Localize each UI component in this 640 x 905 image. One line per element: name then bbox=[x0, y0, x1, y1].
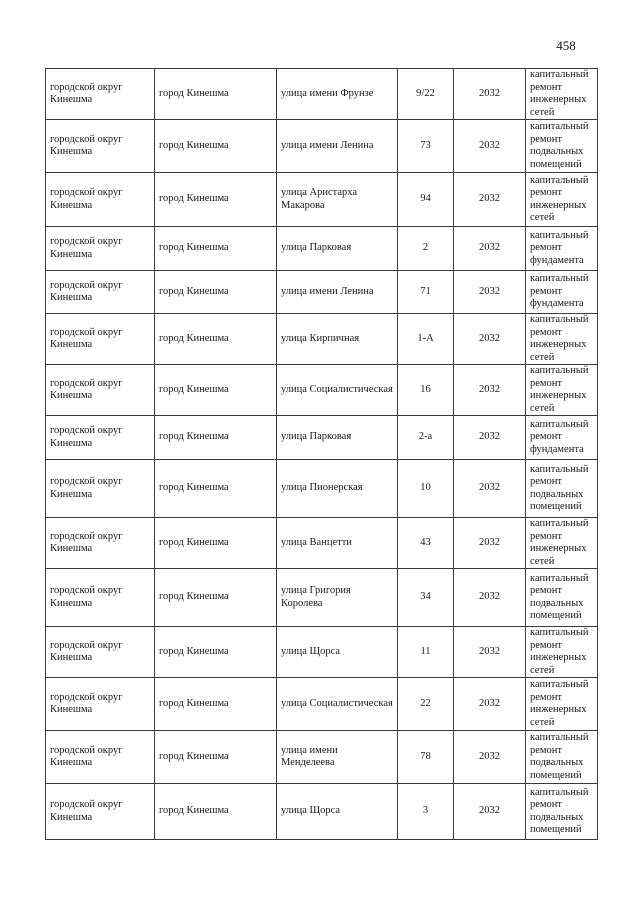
year-cell: 2032 bbox=[454, 365, 526, 416]
municipality-cell: городской округ Кинешма bbox=[46, 569, 155, 627]
city-cell: город Кинешма bbox=[155, 460, 277, 518]
table-row bbox=[46, 173, 598, 227]
year-cell: 2032 bbox=[454, 678, 526, 731]
table-row bbox=[46, 627, 598, 678]
table-row bbox=[46, 365, 598, 416]
street-cell: улица имени Ленина bbox=[277, 271, 398, 314]
work-type-cell: капитальный ремонт фундамента bbox=[526, 227, 598, 271]
year-cell: 2032 bbox=[454, 120, 526, 173]
street-cell: улица Пионерская bbox=[277, 460, 398, 518]
city-cell: город Кинешма bbox=[155, 120, 277, 173]
city-cell: город Кинешма bbox=[155, 173, 277, 227]
municipality-cell: городской округ Кинешма bbox=[46, 271, 155, 314]
work-type-cell: капитальный ремонт фундамента bbox=[526, 271, 598, 314]
municipality-cell: городской округ Кинешма bbox=[46, 784, 155, 840]
house-number-cell: 9/22 bbox=[398, 69, 454, 120]
city-cell: город Кинешма bbox=[155, 69, 277, 120]
street-cell: улица Щорса bbox=[277, 627, 398, 678]
city-cell: город Кинешма bbox=[155, 518, 277, 569]
table-row bbox=[46, 227, 598, 271]
city-cell: город Кинешма bbox=[155, 227, 277, 271]
year-cell: 2032 bbox=[454, 731, 526, 784]
municipality-cell: городской округ Кинешма bbox=[46, 416, 155, 460]
repair-schedule-table bbox=[45, 68, 598, 840]
city-cell: город Кинешма bbox=[155, 627, 277, 678]
house-number-cell: 34 bbox=[398, 569, 454, 627]
year-cell: 2032 bbox=[454, 518, 526, 569]
year-cell: 2032 bbox=[454, 784, 526, 840]
table-row bbox=[46, 120, 598, 173]
house-number-cell: 1-А bbox=[398, 314, 454, 365]
municipality-cell: городской округ Кинешма bbox=[46, 731, 155, 784]
street-cell: улица Григория Королева bbox=[277, 569, 398, 627]
table-row bbox=[46, 784, 598, 840]
city-cell: город Кинешма bbox=[155, 314, 277, 365]
work-type-cell: капитальный ремонт подвальных помещений bbox=[526, 120, 598, 173]
table-row bbox=[46, 731, 598, 784]
year-cell: 2032 bbox=[454, 627, 526, 678]
city-cell: город Кинешма bbox=[155, 678, 277, 731]
house-number-cell: 2 bbox=[398, 227, 454, 271]
municipality-cell: городской округ Кинешма bbox=[46, 627, 155, 678]
municipality-cell: городской округ Кинешма bbox=[46, 227, 155, 271]
year-cell: 2032 bbox=[454, 271, 526, 314]
work-type-cell: капитальный ремонт инженерных сетей bbox=[526, 314, 598, 365]
house-number-cell: 78 bbox=[398, 731, 454, 784]
municipality-cell: городской округ Кинешма bbox=[46, 678, 155, 731]
municipality-cell: городской округ Кинешма bbox=[46, 120, 155, 173]
table-row bbox=[46, 314, 598, 365]
city-cell: город Кинешма bbox=[155, 731, 277, 784]
street-cell: улица имени Фрунзе bbox=[277, 69, 398, 120]
work-type-cell: капитальный ремонт инженерных сетей bbox=[526, 365, 598, 416]
work-type-cell: капитальный ремонт подвальных помещений bbox=[526, 784, 598, 840]
municipality-cell: городской округ Кинешма bbox=[46, 173, 155, 227]
year-cell: 2032 bbox=[454, 173, 526, 227]
house-number-cell: 71 bbox=[398, 271, 454, 314]
year-cell: 2032 bbox=[454, 416, 526, 460]
work-type-cell: капитальный ремонт инженерных сетей bbox=[526, 173, 598, 227]
year-cell: 2032 bbox=[454, 227, 526, 271]
work-type-cell: капитальный ремонт инженерных сетей bbox=[526, 678, 598, 731]
street-cell: улица имени Ленина bbox=[277, 120, 398, 173]
year-cell: 2032 bbox=[454, 69, 526, 120]
city-cell: город Кинешма bbox=[155, 569, 277, 627]
municipality-cell: городской округ Кинешма bbox=[46, 365, 155, 416]
street-cell: улица Щорса bbox=[277, 784, 398, 840]
work-type-cell: капитальный ремонт подвальных помещений bbox=[526, 569, 598, 627]
street-cell: улица Парковая bbox=[277, 416, 398, 460]
street-cell: улица Аристарха Макарова bbox=[277, 173, 398, 227]
house-number-cell: 94 bbox=[398, 173, 454, 227]
table-row bbox=[46, 569, 598, 627]
municipality-cell: городской округ Кинешма bbox=[46, 460, 155, 518]
table-row bbox=[46, 416, 598, 460]
city-cell: город Кинешма bbox=[155, 784, 277, 840]
table-row bbox=[46, 678, 598, 731]
table-body bbox=[46, 69, 598, 840]
page-number: 458 bbox=[556, 38, 576, 53]
municipality-cell: городской округ Кинешма bbox=[46, 314, 155, 365]
house-number-cell: 22 bbox=[398, 678, 454, 731]
house-number-cell: 3 bbox=[398, 784, 454, 840]
work-type-cell: капитальный ремонт подвальных помещений bbox=[526, 731, 598, 784]
work-type-cell: капитальный ремонт подвальных помещений bbox=[526, 460, 598, 518]
table-row bbox=[46, 518, 598, 569]
street-cell: улица Парковая bbox=[277, 227, 398, 271]
work-type-cell: капитальный ремонт инженерных сетей bbox=[526, 69, 598, 120]
municipality-cell: городской округ Кинешма bbox=[46, 69, 155, 120]
work-type-cell: капитальный ремонт фундамента bbox=[526, 416, 598, 460]
house-number-cell: 16 bbox=[398, 365, 454, 416]
house-number-cell: 2-а bbox=[398, 416, 454, 460]
work-type-cell: капитальный ремонт инженерных сетей bbox=[526, 627, 598, 678]
table-row bbox=[46, 69, 598, 120]
year-cell: 2032 bbox=[454, 314, 526, 365]
street-cell: улица Социалистическая bbox=[277, 678, 398, 731]
house-number-cell: 11 bbox=[398, 627, 454, 678]
house-number-cell: 73 bbox=[398, 120, 454, 173]
municipality-cell: городской округ Кинешма bbox=[46, 518, 155, 569]
work-type-cell: капитальный ремонт инженерных сетей bbox=[526, 518, 598, 569]
year-cell: 2032 bbox=[454, 569, 526, 627]
street-cell: улица Социалистическая bbox=[277, 365, 398, 416]
table-row bbox=[46, 460, 598, 518]
street-cell: улица Ванцетти bbox=[277, 518, 398, 569]
house-number-cell: 43 bbox=[398, 518, 454, 569]
house-number-cell: 10 bbox=[398, 460, 454, 518]
street-cell: улица Кирпичная bbox=[277, 314, 398, 365]
city-cell: город Кинешма bbox=[155, 271, 277, 314]
street-cell: улица имени Менделеева bbox=[277, 731, 398, 784]
city-cell: город Кинешма bbox=[155, 416, 277, 460]
city-cell: город Кинешма bbox=[155, 365, 277, 416]
table-row bbox=[46, 271, 598, 314]
year-cell: 2032 bbox=[454, 460, 526, 518]
